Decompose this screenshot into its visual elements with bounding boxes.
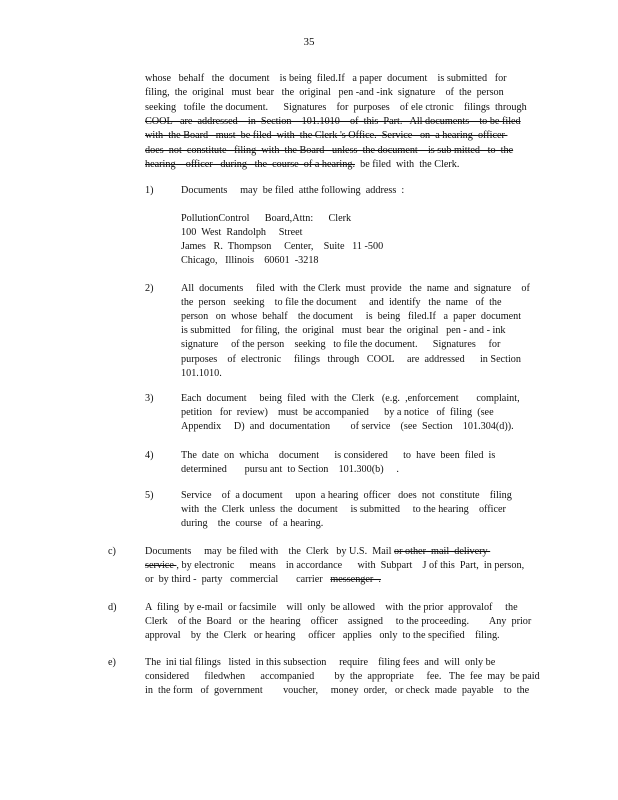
lettered-item-line: considered filedwhen accompanied by the appropriate fee. The fee may be paid xyxy=(145,671,540,683)
numbered-item-line: purposes of electronic filings through COOL are addressed in Section xyxy=(181,353,521,365)
numbered-item-line: during the course of a hearing. xyxy=(181,518,324,530)
numbered-item-line: Service of a document upon a hearing officer does not constitute filing xyxy=(181,490,512,501)
item-number: 3) xyxy=(145,393,154,404)
intro-line: hearing officer during the course of a hearing. be filed with the Clerk. xyxy=(145,158,460,170)
numbered-item-line: Chicago, Illinois 60601 -3218 xyxy=(181,255,319,267)
intro-line: does not constitute filing with the Board unless the document is sub mitted to the xyxy=(145,144,514,156)
item-letter: d) xyxy=(108,602,117,613)
lettered-item-line: or by third - party commercial carrier messenger . xyxy=(145,574,381,586)
numbered-item-line: the person seeking to file the document and identify the name of the xyxy=(181,297,502,309)
intro-line: COOL are addressed in Section 101.1010 of this Part. All documents to be filed xyxy=(145,115,521,127)
item-letter: e) xyxy=(108,657,116,668)
numbered-item-line: is submitted for filing, the original must bear the original pen - and - ink xyxy=(181,325,506,337)
numbered-item-line: Appendix D) and documentation of service (see Section 101.304(d)). xyxy=(181,421,514,433)
numbered-item-line: petition for review) must be accompanied by a notice of filing (see xyxy=(181,407,494,419)
intro-line: filing, the original must bear the original pen -and -ink signature of the person xyxy=(145,87,504,99)
numbered-item-line: Documents may be filed atthe following address : xyxy=(181,185,405,196)
intro-line: with the Board must be filed with the Clerk 's Office. Service on a hearing officer xyxy=(145,130,508,142)
lettered-item-line: A filing by e-mail or facsimile will only be allowed with the prior approvalof the xyxy=(145,602,518,613)
item-number: 2) xyxy=(145,283,154,294)
lettered-item-line: Documents may be filed with the Clerk by U.S. Mail or other mail delivery xyxy=(145,546,491,557)
numbered-item-line: with the Clerk unless the document is submitted to the hearing officer xyxy=(181,504,506,516)
item-letter: c) xyxy=(108,546,116,557)
intro-line: whose behalf the document is being filed.If a paper document is submitted for xyxy=(145,73,507,84)
numbered-item-line: signature of the person seeking to file the document. Signatures for xyxy=(181,339,501,351)
numbered-item-line: PollutionControl Board,Attn: Clerk xyxy=(181,213,352,224)
lettered-item-line: approval by the Clerk or hearing officer applies only to the specified filing. xyxy=(145,630,500,642)
page-number: 35 xyxy=(303,36,315,48)
numbered-item-line: determined pursu ant to Section 101.300(b) . xyxy=(181,464,399,476)
numbered-item-line: person on whose behalf the document is being filed.If a paper document xyxy=(181,311,522,323)
numbered-item-line: The date on whicha document is considered to have been filed is xyxy=(181,450,496,461)
item-number: 4) xyxy=(145,450,154,461)
lettered-item-line: service , by electronic means in accordance with Subpart J of this Part, in person, xyxy=(145,560,525,572)
numbered-item-line: Each document being filed with the Clerk (e.g. ,enforcement complaint, xyxy=(181,393,520,404)
intro-line: seeking tofile the document. Signatures for purposes of ele ctronic filings through xyxy=(145,101,527,113)
lettered-item-line: Clerk of the Board or the hearing officer assigned to the proceeding. Any prior xyxy=(145,616,532,628)
numbered-item-line: 100 West Randolph Street xyxy=(181,227,303,239)
lettered-item-line: in the form of government voucher, money order, or check made payable to the xyxy=(145,685,530,697)
numbered-item-line: All documents filed with the Clerk must provide the name and signature of xyxy=(181,283,530,294)
lettered-item-line: The ini tial filings listed in this subsection require filing fees and will only be xyxy=(145,657,496,668)
numbered-item-line: 101.1010. xyxy=(181,367,222,379)
item-number: 1) xyxy=(145,185,154,196)
item-number: 5) xyxy=(145,490,154,501)
numbered-item-line: James R. Thompson Center, Suite 11 -500 xyxy=(181,241,384,253)
